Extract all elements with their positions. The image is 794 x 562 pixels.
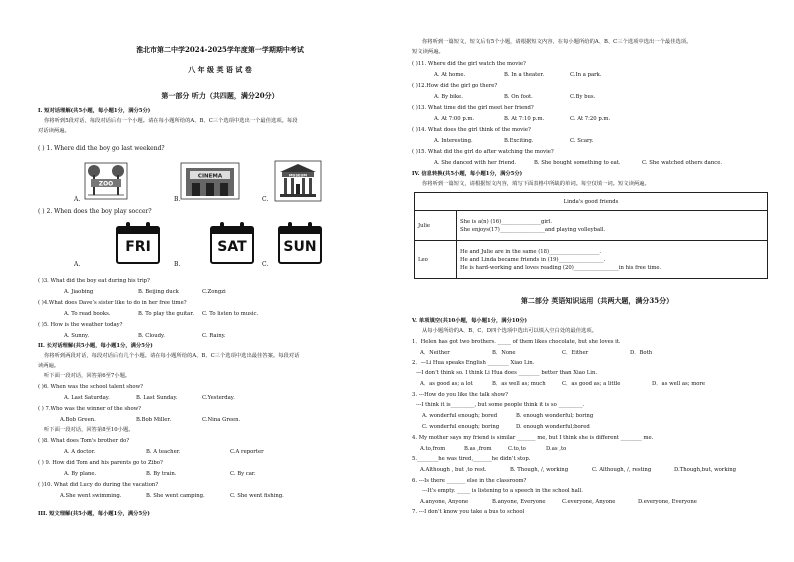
q1-option-a-label: A.	[74, 196, 81, 203]
mc3-option-b: B. enough wonderful; boring	[516, 413, 594, 419]
calendar-day-sunday: SUN	[283, 239, 317, 255]
table-cell-leo	[457, 241, 768, 279]
q7-option-a: A.Bob Green.	[60, 417, 96, 423]
q7-option-c: C.Nina Green.	[202, 417, 241, 423]
julie-line-16: She is a(n) (16)_______________girl.	[460, 218, 552, 225]
sec1-instr-2: 对话读两遍。	[38, 128, 70, 134]
q3-option-a: A. Jiaobing	[64, 289, 94, 295]
table-name-julie: Julie	[415, 211, 457, 241]
sec5-title: V. 单项填空(共10小题，每小题1分，满分10分)	[412, 318, 528, 324]
mc-question-4: 4. My mother says my friend is similar _______ me, but I think she is different ________ me.	[412, 435, 654, 441]
mc-question-6b: ---It’s empty. _____ is listening to a speech in the school hall.	[422, 488, 583, 494]
mc2-option-b: B．as well as; much	[492, 381, 546, 387]
q5-option-a: A. Sunny.	[64, 333, 90, 339]
sec2-instr-2: 读两遍。	[38, 363, 60, 369]
question-12: ( )12.How did the girl go there?	[412, 83, 498, 89]
school-title: 淮北市第二中学2024-2025学年度第一学期期中考试	[136, 45, 304, 54]
mc1-option-b: B．None	[492, 350, 516, 356]
saturday-calendar-icon	[210, 222, 254, 266]
mc-question-5: 5.________he was tired,_______he didn’t stop.	[412, 456, 531, 462]
q6-option-c: C.Yesterday.	[202, 395, 235, 401]
q4-option-c: C. To listen to music.	[202, 311, 259, 317]
q1-option-b-label: B.	[174, 196, 181, 203]
q7-option-b: B.Bob Miller.	[136, 417, 172, 423]
question-4: ( )4.What does Dave’s sister like to do in her free time?	[38, 300, 187, 306]
mc-question-3b: ---I think it is_________, but some people think it is so _________.	[416, 402, 585, 408]
question-15: ( )15. What did the girl do after watching the movie?	[412, 149, 554, 155]
mc6-option-d: D.everyone, Everyone	[638, 499, 697, 505]
q12-option-c: C.By bus.	[570, 94, 596, 100]
q11-option-b: B. In a theater.	[504, 72, 545, 78]
q3-option-c: C.Zongzi	[202, 289, 226, 295]
mc4-option-d: D.as ,to	[546, 446, 567, 452]
exam-title: 八 年 级 英 语 试 卷	[188, 65, 252, 74]
mc1-option-a: A．Neither	[420, 350, 450, 356]
q10-option-b: B. She went camping.	[146, 493, 205, 499]
calendar-day-friday: FRI	[125, 239, 151, 255]
mc1-option-d: D．Both	[630, 350, 653, 356]
q14-option-c: C. Scary.	[570, 138, 594, 144]
mc-question-7: 7. ---I don’t know you take a bus to school	[412, 509, 525, 515]
sec2-sub-1: 听下面一段对话，回答第6至7小题。	[44, 373, 131, 379]
table-name-leo: Leo	[415, 241, 457, 279]
mc5-option-d: D.Though,but, working	[674, 467, 737, 473]
q3-option-b: B. Beijing duck	[138, 289, 179, 295]
table-title: Linda's good friends	[415, 193, 768, 211]
sec1-title: I. 短对话理解(共5小题，每小题1分，满分5分)	[38, 108, 151, 114]
mc6-option-a: A.anyone, Anyone	[420, 499, 469, 505]
mc6-option-b: B.anyone, Everyone	[492, 499, 546, 505]
mc2-option-d: D．as well as; more	[652, 381, 706, 387]
museum-sign: MUSEUM	[288, 173, 308, 178]
mc6-option-c: C.everyone, Anyone	[562, 499, 616, 505]
mc4-option-b: B.as ,from	[464, 446, 492, 452]
sec3-instr-2: 短文读两遍。	[412, 49, 444, 55]
q15-option-a: A. She danced with her friend.	[434, 160, 517, 166]
q1-option-c-label: C.	[262, 196, 269, 203]
mc-question-3a: 3. ---How do you like the talk show?	[412, 392, 509, 398]
sec3-instr-1: 你将听到一篇短文，短文后有5个小题，请根据短文内容，在每小题所给的A、B、C三个选项中选出一个最佳选项。	[422, 39, 692, 45]
q10-option-a: A.She went swimming.	[60, 493, 122, 499]
zoo-sign: ZOO	[98, 180, 114, 188]
sec3-title: III. 短文理解(共5小题，每小题1分，满分5分)	[38, 511, 150, 517]
q14-option-a: A. Interesting.	[434, 138, 473, 144]
part1-title: 第一部分 听力（共四题，满分20分）	[161, 91, 279, 100]
leo-line-18: He and Julie are in the same (18)___________________.	[460, 248, 602, 255]
question-14: ( )14. What does the girl think of the movie?	[412, 127, 531, 133]
q8-option-c: C.A reporter	[230, 449, 264, 455]
sec4-title: IV. 信息转换(共5小题，每小题1分，满分5分)	[412, 171, 523, 177]
q10-option-c: C. She went fishing.	[230, 493, 284, 499]
q8-option-b: B. A teacher.	[146, 449, 181, 455]
q14-option-b: B.Exciting.	[504, 138, 534, 144]
q4-option-a: A. To read books.	[64, 311, 111, 317]
sec1-instr-1: 你将听到5段对话，每段对话后有一个小题。请在每小题所给的A、B、C三个选项中选出一个最佳选项。每段	[44, 118, 298, 124]
cinema-sign: CINEMA	[197, 173, 223, 180]
mc5-option-c: C. Although, /, resting	[592, 467, 652, 473]
sec2-title: II. 长对话理解(共5小题，每小题1分，满分5分)	[38, 343, 153, 349]
question-11: ( )11. Where did the girl watch the movie?	[412, 61, 526, 67]
q12-option-a: A. By bike.	[434, 94, 463, 100]
q5-option-c: C. Rainy.	[202, 333, 226, 339]
question-10: ( )10. What did Lucy do during the vacation?	[38, 482, 159, 488]
mc3-option-a: A. wonderful enough; bored	[422, 413, 498, 419]
sec2-sub-2: 听下面一段对话，回答第8至10小题。	[44, 427, 134, 433]
question-2: ( ) 2. When does the boy play soccer?	[38, 208, 152, 215]
mc5-option-b: B. Though, /, working	[510, 467, 569, 473]
sunday-calendar-icon	[278, 222, 322, 266]
question-7: ( ) 7.Who was the winner of the show?	[38, 406, 142, 412]
sec2-instr-1: 你将听到两段对话，每段对话后有几个小题。请在每小题所给的A、B、C三个选项中选出最佳答案。每段对话	[44, 353, 300, 359]
q11-option-a: A. At home.	[434, 72, 466, 78]
q5-option-b: B. Cloudy.	[138, 333, 165, 339]
museum-picture	[274, 160, 318, 196]
mc1-option-c: C．Either	[562, 350, 589, 356]
question-5: ( )5. How is the weather today?	[38, 322, 123, 328]
question-3: ( )3. What did the boy eat during his trip?	[38, 278, 150, 284]
zoo-picture	[84, 162, 128, 198]
question-8: ( )8. What does Tom's brother do?	[38, 438, 130, 444]
q2-option-c-label: C.	[262, 261, 269, 268]
question-1: ( ) 1. Where did the boy go last weekend?	[38, 145, 165, 152]
sec4-instr: 你将听到一篇短文，请根据短文内容，填写下面表格中所缺的单词。每空仅填一词。短文读两遍。	[422, 181, 650, 187]
sec5-instr: 从每小题所给的A、B、C、D四个选项中选出可以填入空白处的最佳选项。	[422, 328, 597, 334]
q8-option-a: A. A doctor.	[64, 449, 96, 455]
q15-option-b: B. She bought something to eat.	[534, 160, 621, 166]
question-6: ( )6. When was the school talent show?	[38, 384, 143, 390]
mc2-option-c: C．as good as; a little	[562, 381, 621, 387]
mc-question-2a: 2．—Li Hua speaks English ________ Xiao Lin.	[412, 360, 535, 366]
mc3-option-c: C. wonderful enough; boring	[422, 424, 500, 430]
q13-option-b: B. At 7:10 p.m.	[504, 116, 545, 122]
leo-line-20: He is hard-working and loves reading (20)_________________in his free time.	[460, 264, 662, 271]
calendar-day-saturday: SAT	[217, 239, 247, 255]
q9-option-a: A. By plane.	[64, 471, 97, 477]
mc-question-1: 1．Helen has got two brothers. _____ of them likes chocolate, but she loves it.	[412, 339, 621, 345]
question-13: ( )13. What time did the girl meet her friend?	[412, 105, 534, 111]
q12-option-b: B. On foot.	[504, 94, 533, 100]
mc5-option-a: A.Although , but ,to rest.	[420, 467, 487, 473]
q13-option-a: A. At 7:00 p.m.	[434, 116, 475, 122]
cinema-picture	[180, 162, 224, 198]
q9-option-b: B. By train.	[146, 471, 177, 477]
q2-option-a-label: A.	[74, 261, 81, 268]
mc4-option-c: C.to,to	[508, 446, 526, 452]
q9-option-c: C. By car.	[230, 471, 256, 477]
mc3-option-d: D. enough wonderful;bored	[516, 424, 590, 430]
friday-calendar-icon	[116, 222, 160, 266]
mc2-option-a: A．as good as; a lot	[420, 381, 473, 387]
julie-line-17: She enjoys(17)_________________and playing volleyball.	[460, 226, 606, 233]
info-table	[414, 192, 768, 279]
q11-option-c: C.In a park.	[570, 72, 602, 78]
question-9: ( ) 9. How did Tom and his parents go to Zibo?	[38, 460, 163, 466]
q4-option-b: B. To play the guitar.	[138, 311, 194, 317]
mc-question-6a: 6. ---Is there _______ else in the classroom?	[412, 478, 527, 484]
part2-title: 第二部分 英语知识运用（共两大题，满分35分）	[520, 296, 674, 305]
q2-option-b-label: B.	[174, 261, 181, 268]
q6-option-b: B. Last Sunday.	[136, 395, 178, 401]
q15-option-c: C. She watched others dance.	[642, 160, 723, 166]
leo-line-19: He and Linda became friends in (19)_________________.	[460, 256, 606, 263]
mc-question-2b: —I don’t think so. I think Li Hua does ________ better than Xiao Lin.	[416, 370, 598, 376]
table-cell-julie	[457, 211, 768, 241]
q13-option-c: C. At 7:20 p.m.	[570, 116, 611, 122]
q6-option-a: A. Last Saturday.	[64, 395, 110, 401]
mc4-option-a: A.to,from	[420, 446, 446, 452]
